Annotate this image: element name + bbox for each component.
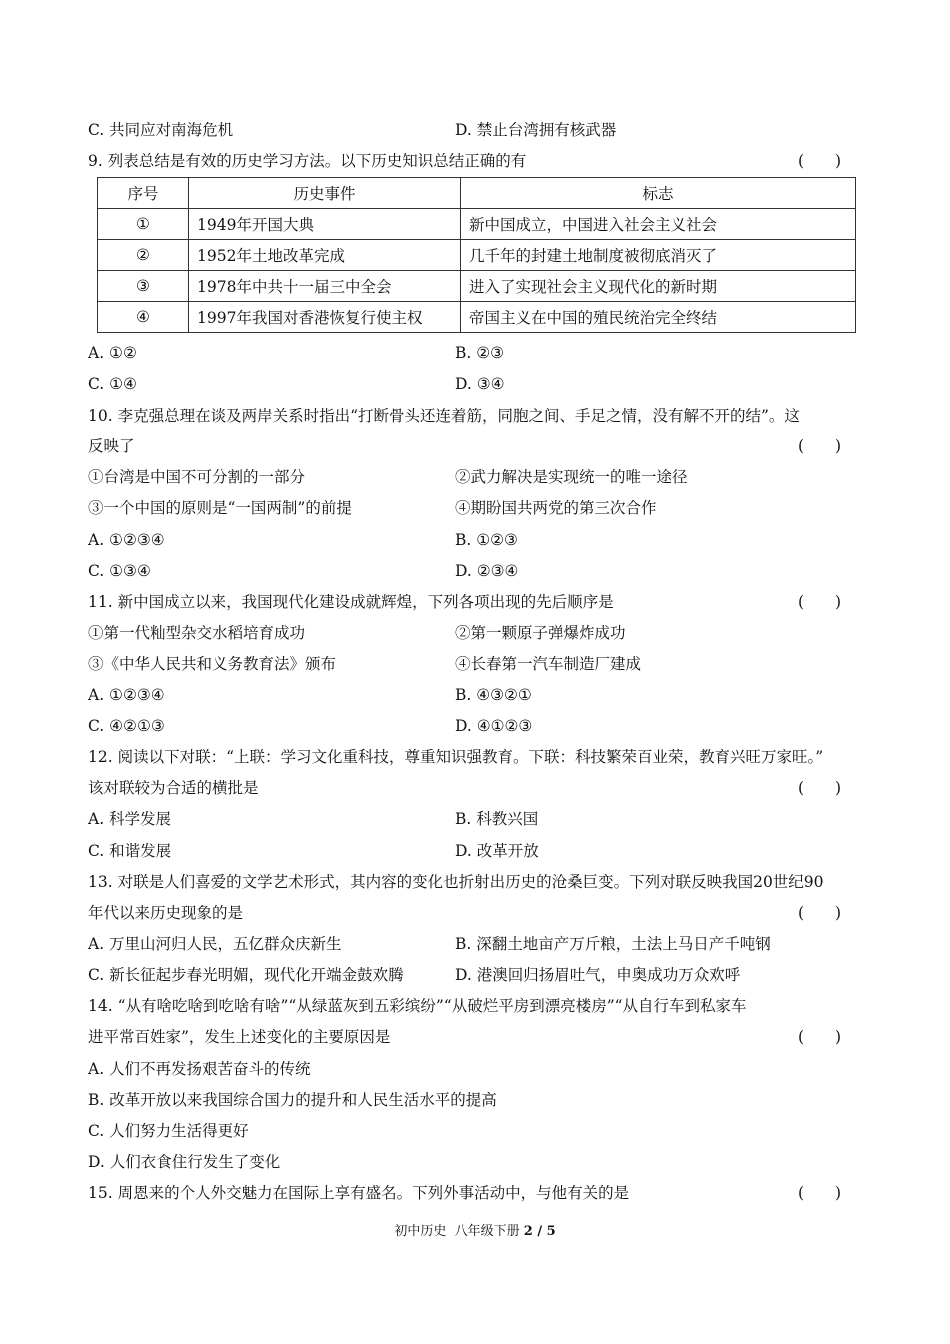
q11-statement-4: ④长春第一汽车制造厂建成	[455, 655, 642, 673]
page-footer	[0, 1222, 950, 1242]
table-cell-sign: 新中国成立，中国进入社会主义社会	[461, 209, 856, 240]
q10-option-b: B. ①②③	[455, 531, 518, 549]
q11-option-a: A. ①②③④	[88, 686, 165, 704]
q11-answer-paren: ( )	[798, 593, 842, 611]
table-cell-sign: 帝国主义在中国的殖民统治完全终结	[461, 302, 856, 333]
q9-answer-paren: ( )	[798, 152, 842, 170]
q15-stem: 15. 周恩来的个人外交魅力在国际上享有盛名。下列外事活动中，与他有关的是	[88, 1184, 630, 1202]
q13-option-d: D. 港澳回归扬眉吐气，申奥成功万众欢呼	[455, 966, 741, 984]
q12-option-a: A. 科学发展	[88, 810, 172, 828]
q10-statement-4: ④期盼国共两党的第三次合作	[455, 499, 657, 517]
q9-option-d: D. ③④	[455, 375, 505, 393]
q12-option-b: B. 科教兴国	[455, 810, 539, 828]
q14-option-d: D. 人们衣食住行发生了变化	[88, 1153, 281, 1171]
q10-stem-line2: 反映了	[88, 437, 135, 455]
q9-option-c: C. ①④	[88, 375, 137, 393]
table-cell-sign: 进入了实现社会主义现代化的新时期	[461, 271, 856, 302]
table-cell-event: 1978年中共十一届三中全会	[189, 271, 461, 302]
q14-stem-line1: 14. “从有啥吃啥到吃啥有啥”“从绿蓝灰到五彩缤纷”“从破烂平房到漂亮楼房”“从自行车到私家车	[88, 997, 747, 1015]
table-cell-index: ②	[98, 240, 189, 271]
q10-statement-3: ③一个中国的原则是“一国两制”的前提	[88, 499, 352, 517]
q15-answer-paren: ( )	[798, 1184, 842, 1202]
q11-statement-2: ②第一颗原子弹爆炸成功	[455, 624, 626, 642]
q12-option-c: C. 和谐发展	[88, 842, 172, 860]
q13-option-c: C. 新长征起步春光明媚，现代化开端金鼓欢腾	[88, 966, 404, 984]
table-cell-event: 1949年开国大典	[189, 209, 461, 240]
q13-option-a: A. 万里山河归人民，五亿群众庆新生	[88, 935, 342, 953]
q13-stem-line1: 13. 对联是人们喜爱的文学艺术形式，其内容的变化也折射出历史的沧桑巨变。下列对联反映我国20世纪90	[88, 873, 824, 891]
q10-option-d: D. ②③④	[455, 562, 519, 580]
q14-option-b: B. 改革开放以来我国综合国力的提升和人民生活水平的提高	[88, 1091, 497, 1109]
q9-stem: 9. 列表总结是有效的历史学习方法。以下历史知识总结正确的有	[88, 152, 527, 170]
q9-history-table	[97, 177, 856, 333]
q14-answer-paren: ( )	[798, 1028, 842, 1046]
table-header-event: 历史事件	[189, 178, 461, 209]
q11-statement-1: ①第一代籼型杂交水稻培育成功	[88, 624, 306, 642]
q11-option-d: D. ④①②③	[455, 717, 533, 735]
q10-statement-2: ②武力解决是实现统一的唯一途径	[455, 468, 688, 486]
q11-stem: 11. 新中国成立以来，我国现代化建设成就辉煌，下列各项出现的先后顺序是	[88, 593, 614, 611]
q10-option-c: C. ①③④	[88, 562, 151, 580]
table-cell-event: 1997年我国对香港恢复行使主权	[189, 302, 461, 333]
q10-option-a: A. ①②③④	[88, 531, 165, 549]
table-row	[98, 271, 856, 302]
footer-label: 初中历史 八年级下册	[394, 1224, 520, 1239]
q9-option-a: A. ①②	[88, 344, 137, 362]
q14-option-c: C. 人们努力生活得更好	[88, 1122, 249, 1140]
q13-option-b: B. 深翻土地亩产万斤粮，土法上马日产千吨钢	[455, 935, 771, 953]
q12-stem-line1: 12. 阅读以下对联：“上联：学习文化重科技，尊重知识强教育。下联：科技繁荣百业荣，教育兴旺万家旺。”	[88, 748, 824, 766]
q10-statement-1: ①台湾是中国不可分割的一部分	[88, 468, 306, 486]
q13-answer-paren: ( )	[798, 904, 842, 922]
q11-option-c: C. ④②①③	[88, 717, 165, 735]
q11-statement-3: ③《中华人民共和义务教育法》颁布	[88, 655, 337, 673]
table-row	[98, 209, 856, 240]
q8-option-c: C. 共同应对南海危机	[88, 121, 234, 139]
q12-option-d: D. 改革开放	[455, 842, 539, 860]
table-header-index: 序号	[98, 178, 189, 209]
q14-stem-line2: 进平常百姓家”，发生上述变化的主要原因是	[88, 1028, 391, 1046]
q8-option-d: D. 禁止台湾拥有核武器	[455, 121, 617, 139]
table-header-sign: 标志	[461, 178, 856, 209]
table-row	[98, 240, 856, 271]
q14-option-a: A. 人们不再发扬艰苦奋斗的传统	[88, 1060, 311, 1078]
q9-option-b: B. ②③	[455, 344, 505, 362]
table-row	[98, 302, 856, 333]
q10-answer-paren: ( )	[798, 437, 842, 455]
q10-stem-line1: 10. 李克强总理在谈及两岸关系时指出“打断骨头还连着筋，同胞之间、手足之情，没有解不开的结”。这	[88, 407, 800, 425]
q13-stem-line2: 年代以来历史现象的是	[88, 904, 244, 922]
table-cell-index: ③	[98, 271, 189, 302]
table-cell-index: ①	[98, 209, 189, 240]
q12-answer-paren: ( )	[798, 779, 842, 797]
table-cell-event: 1952年土地改革完成	[189, 240, 461, 271]
page-number: 2 / 5	[523, 1224, 556, 1239]
table-cell-sign: 几千年的封建土地制度被彻底消灭了	[461, 240, 856, 271]
q12-stem-line2: 该对联较为合适的横批是	[88, 779, 259, 797]
table-cell-index: ④	[98, 302, 189, 333]
table-header-row	[98, 178, 856, 209]
q11-option-b: B. ④③②①	[455, 686, 532, 704]
